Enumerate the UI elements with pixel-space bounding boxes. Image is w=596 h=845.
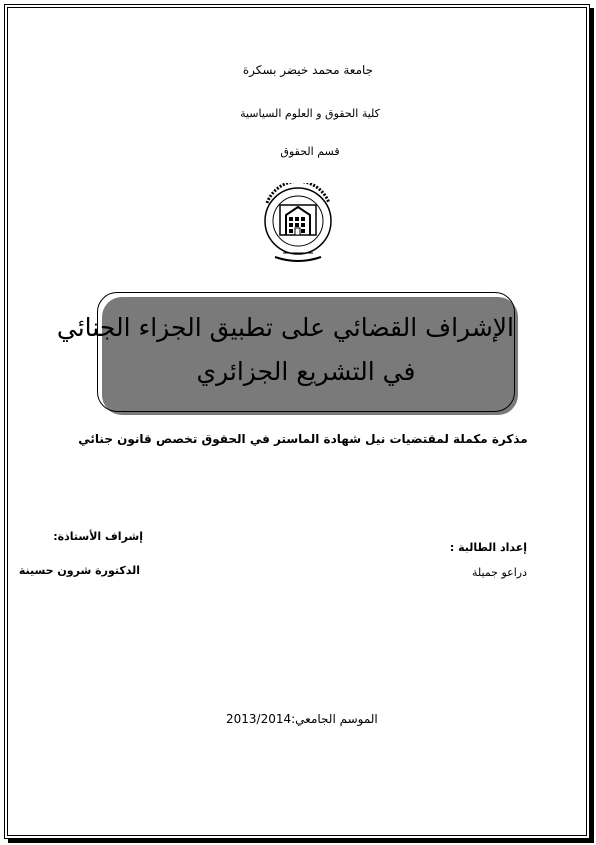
page-shadow-right: [590, 8, 594, 841]
academic-year: الموسم الجامعي:2013/2014: [226, 712, 378, 726]
student-name: دراعو جميلة: [471, 566, 527, 579]
supervisor-name: الدكتورة شرون حسينة: [18, 564, 140, 577]
thesis-title-line1: الإشراف القضائي على تطبيق الجزاء الجنائي: [56, 313, 514, 342]
title-box: [56, 292, 515, 412]
supervisor-label: إشراف الأستاذة:: [53, 530, 143, 543]
thesis-subtitle: مذكرة مكملة لمقتضيات نيل شهادة الماستر في الحقوق تخصص قانون جنائي: [78, 432, 528, 446]
thesis-title-line2: في التشريع الجزائري: [196, 357, 416, 386]
faculty-name: كلية الحقوق و العلوم السياسية: [240, 107, 380, 120]
university-name: جامعة محمد خيضر بسكرة: [242, 63, 374, 77]
student-label: إعداد الطالبة :: [449, 541, 527, 554]
university-logo: [253, 183, 343, 265]
page-shadow-bottom: [8, 839, 594, 843]
department-name: قسم الحقوق: [280, 145, 340, 158]
